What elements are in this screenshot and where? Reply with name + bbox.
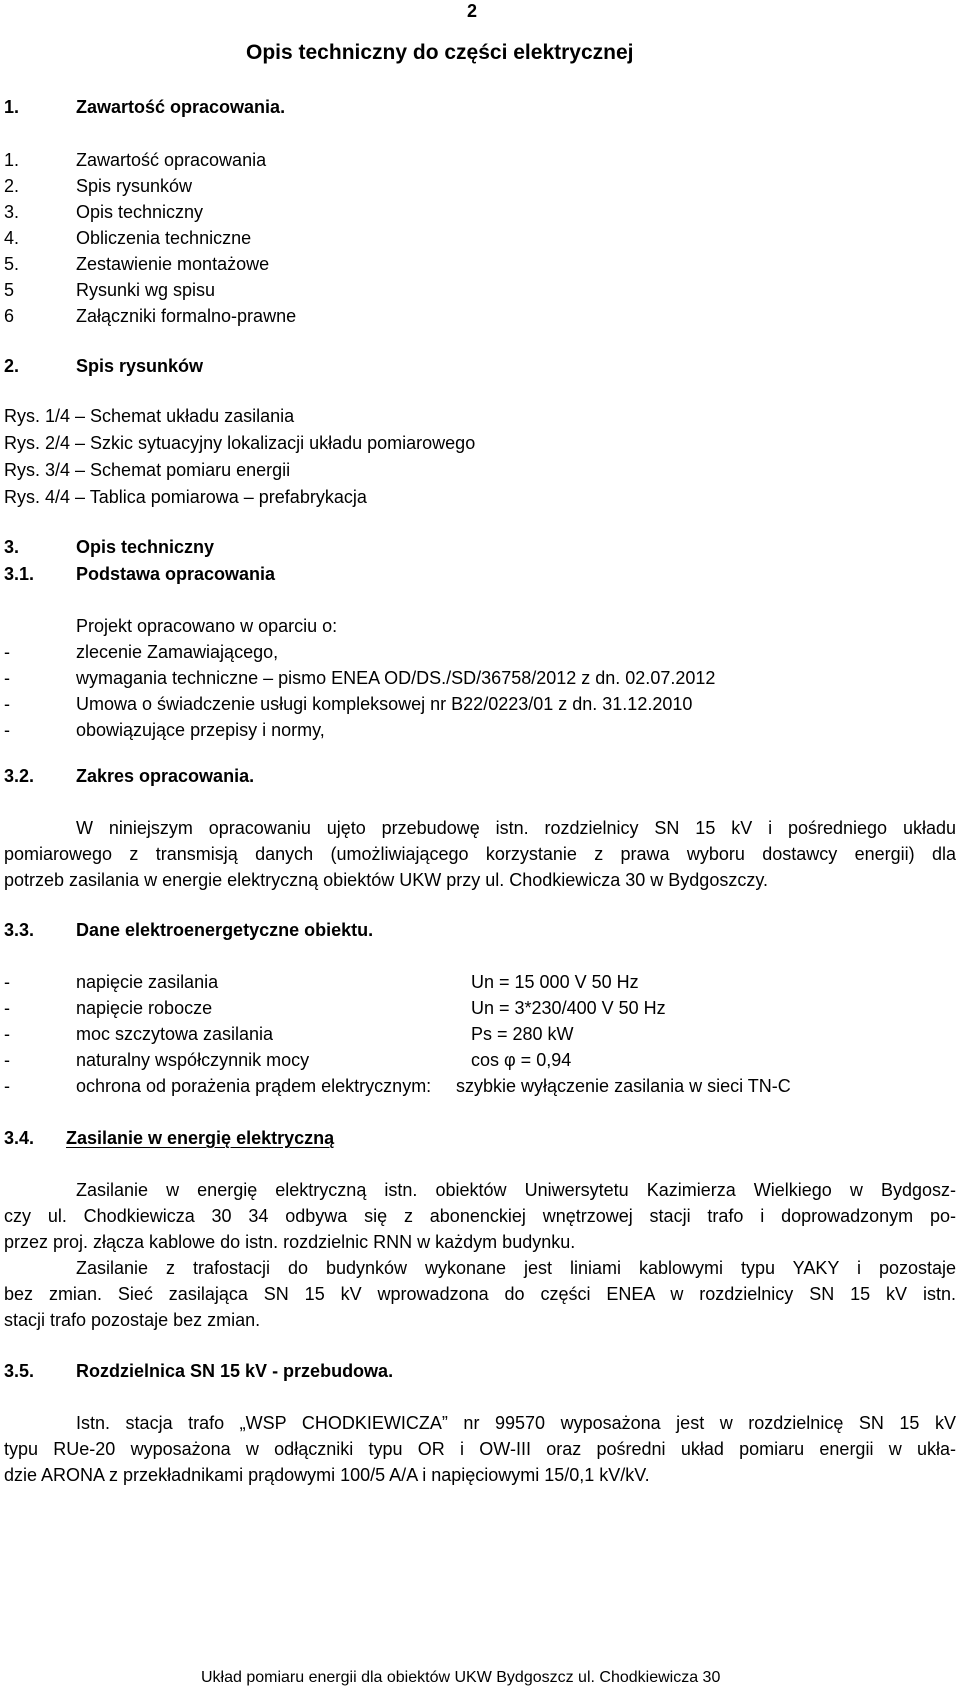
basis-item: obowiązujące przepisy i normy, xyxy=(76,720,325,740)
toc-item: Zawartość opracowania xyxy=(76,150,267,170)
toc-number: 5 xyxy=(4,280,15,300)
scope-paragraph-line: pomiarowego z transmisją danych (umożliwiającego korzystanie z prawa wyboru dostawcy energii) dla xyxy=(4,844,956,864)
supply-paragraph-line: Zasilanie z trafostacji do budynków wykonane jest liniami kablowymi typu YAKY i pozostaje xyxy=(76,1258,956,1278)
bullet-dash: - xyxy=(4,1024,10,1044)
section-3-1-number: 3.1. xyxy=(4,564,35,584)
param-label: napięcie zasilania xyxy=(76,972,219,992)
section-3-number: 3. xyxy=(4,537,20,557)
switchgear-paragraph-line: Istn. stacja trafo „WSP CHODKIEWICZA” nr 99570 wyposażona jest w rozdzielnicę SN 15 kV xyxy=(76,1413,956,1433)
section-3-3-number: 3.3. xyxy=(4,920,35,940)
section-3-2-number: 3.2. xyxy=(4,766,35,786)
toc-item: Spis rysunków xyxy=(76,176,193,196)
toc-item: Zestawienie montażowe xyxy=(76,254,270,274)
bullet-dash: - xyxy=(4,642,10,662)
bullet-dash: - xyxy=(4,998,10,1018)
param-value: Ps = 280 kW xyxy=(471,1024,574,1044)
toc-number: 2. xyxy=(4,176,20,196)
basis-item: Umowa o świadczenie usługi kompleksowej nr B22/0223/01 z dn. 31.12.2010 xyxy=(76,694,693,714)
section-3-1-title: Podstawa opracowania xyxy=(76,564,276,584)
section-3-5-number: 3.5. xyxy=(4,1361,35,1381)
toc-item: Opis techniczny xyxy=(76,202,204,222)
toc-number: 5. xyxy=(4,254,20,274)
section-2-number: 2. xyxy=(4,356,20,376)
section-3-4-title: Zasilanie w energię elektryczną xyxy=(66,1128,335,1148)
section-3-4-number: 3.4. xyxy=(4,1128,35,1148)
toc-number: 6 xyxy=(4,306,15,326)
toc-item: Rysunki wg spisu xyxy=(76,280,216,300)
bullet-dash: - xyxy=(4,694,10,714)
document-title: Opis techniczny do części elektrycznej xyxy=(246,41,634,64)
param-label: naturalny współczynnik mocy xyxy=(76,1050,310,1070)
toc-number: 3. xyxy=(4,202,20,222)
drawing-item: Rys. 4/4 – Tablica pomiarowa – prefabrykacja xyxy=(4,487,367,507)
supply-paragraph-line: przez proj. złącza kablowe do istn. rozdzielnic RNN w każdym budynku. xyxy=(4,1232,576,1252)
toc-item: Obliczenia techniczne xyxy=(76,228,252,248)
scope-paragraph-line: potrzeb zasilania w energie elektryczną obiektów UKW przy ul. Chodkiewicza 30 w Bydgoszczy. xyxy=(4,870,768,890)
section-3-title: Opis techniczny xyxy=(76,537,215,557)
switchgear-paragraph-line: typu RUe-20 wyposażona w odłączniki typu OR i OW-III oraz pośredni układ pomiaru energii w ukła- xyxy=(4,1439,956,1459)
basis-item: wymagania techniczne – pismo ENEA OD/DS./SD/36758/2012 z dn. 02.07.2012 xyxy=(76,668,716,688)
bullet-dash: - xyxy=(4,668,10,688)
bullet-dash: - xyxy=(4,1076,10,1096)
toc-number: 4. xyxy=(4,228,20,248)
section-3-5-title: Rozdzielnica SN 15 kV - przebudowa. xyxy=(76,1361,394,1381)
bullet-dash: - xyxy=(4,1050,10,1070)
section-1-number: 1. xyxy=(4,97,20,117)
param-value: Un = 15 000 V 50 Hz xyxy=(471,972,639,992)
bullet-dash: - xyxy=(4,720,10,740)
basis-intro: Projekt opracowano w oparciu o: xyxy=(76,616,338,636)
param-value: cos φ = 0,94 xyxy=(471,1050,572,1070)
section-2-title: Spis rysunków xyxy=(76,356,204,376)
toc-number: 1. xyxy=(4,150,20,170)
param-label: napięcie robocze xyxy=(76,998,213,1018)
scope-paragraph-line: W niniejszym opracowaniu ujęto przebudowę istn. rozdzielnicy SN 15 kV i pośredniego układu xyxy=(76,818,956,838)
page-footer: Układ pomiaru energii dla obiektów UKW Bydgoszcz ul. Chodkiewicza 30 xyxy=(201,1669,721,1686)
drawing-item: Rys. 1/4 – Schemat układu zasilania xyxy=(4,406,295,426)
section-1-title: Zawartość opracowania. xyxy=(76,97,286,117)
param-label: moc szczytowa zasilania xyxy=(76,1024,274,1044)
switchgear-paragraph-line: dzie ARONA z przekładnikami prądowymi 100/5 A/A i napięciowymi 15/0,1 kV/kV. xyxy=(4,1465,650,1485)
param-value: szybkie wyłączenie zasilania w sieci TN-C xyxy=(456,1076,791,1096)
supply-paragraph-line: Zasilanie w energię elektryczną istn. obiektów Uniwersytetu Kazimierza Wielkiego w Bydgosz- xyxy=(76,1180,956,1200)
supply-paragraph-line: bez zmian. Sieć zasilająca SN 15 kV wprowadzona do części ENEA w rozdzielnicy SN 15 kV istn. xyxy=(4,1284,956,1304)
basis-item: zlecenie Zamawiającego, xyxy=(76,642,279,662)
param-value: Un = 3*230/400 V 50 Hz xyxy=(471,998,666,1018)
bullet-dash: - xyxy=(4,972,10,992)
section-3-3-title: Dane elektroenergetyczne obiektu. xyxy=(76,920,374,940)
page-number: 2 xyxy=(467,1,478,21)
drawing-item: Rys. 3/4 – Schemat pomiaru energii xyxy=(4,460,291,480)
drawing-item: Rys. 2/4 – Szkic sytuacyjny lokalizacji układu pomiarowego xyxy=(4,433,476,453)
supply-paragraph-line: czy ul. Chodkiewicza 30 34 odbywa się z abonenckiej wnętrzowej stacji trafo i doprowadzonym po- xyxy=(4,1206,956,1226)
toc-item: Załączniki formalno-prawne xyxy=(76,306,297,326)
section-3-2-title: Zakres opracowania. xyxy=(76,766,255,786)
param-label: ochrona od porażenia prądem elektrycznym: xyxy=(76,1076,432,1096)
supply-paragraph-line: stacji trafo pozostaje bez zmian. xyxy=(4,1310,261,1330)
